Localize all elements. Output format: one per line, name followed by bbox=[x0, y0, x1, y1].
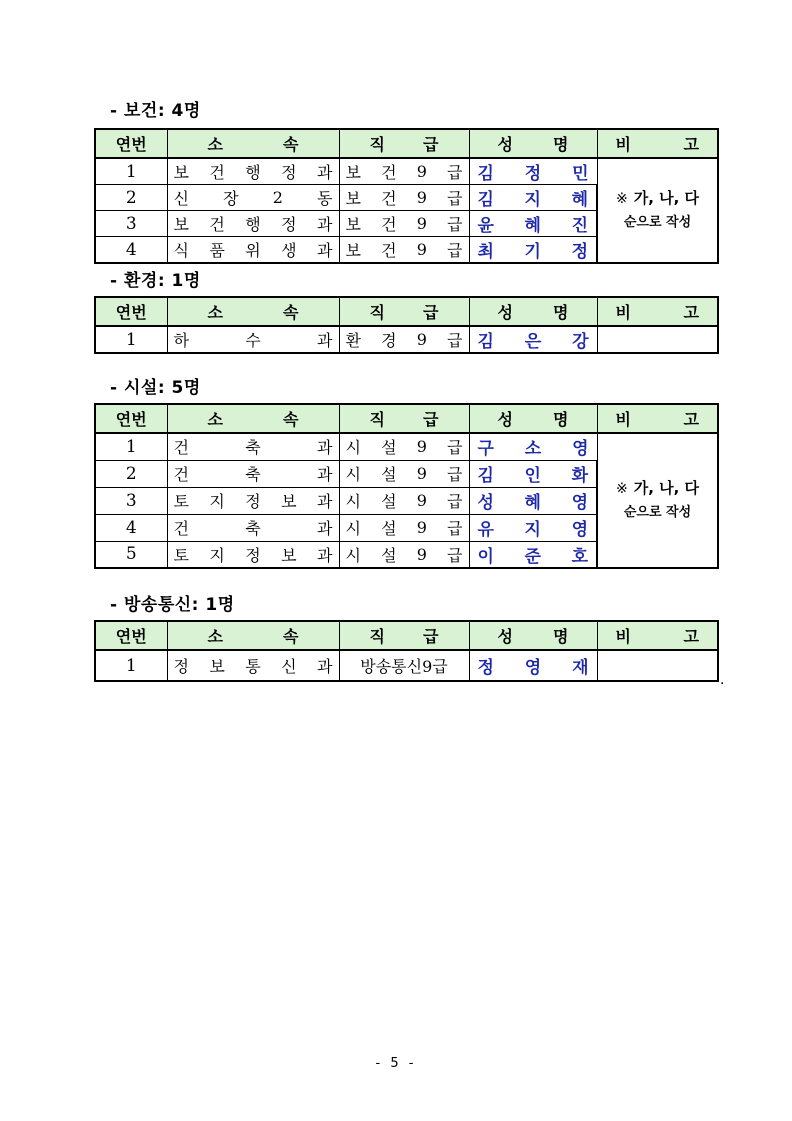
grade-cell: 보 건 9 급 bbox=[339, 158, 469, 185]
grade-cell: 시 설 9 급 bbox=[339, 433, 469, 460]
header-dept: 소 속 bbox=[167, 404, 339, 433]
reference-mark-icon: ※ bbox=[615, 481, 628, 497]
department-cell: 건 축 과 bbox=[167, 460, 339, 487]
table-header-row bbox=[95, 129, 718, 158]
broadcasting-table bbox=[94, 620, 719, 682]
header-grade: 직 급 bbox=[339, 297, 469, 326]
health-table bbox=[94, 128, 719, 264]
header-remark: 비 고 bbox=[597, 297, 718, 326]
row-number: 5 bbox=[95, 541, 167, 568]
section-title-environment: - 환경: 1명 bbox=[110, 271, 201, 291]
name-cell: 김 인 화 bbox=[469, 460, 597, 487]
department-cell: 보 건 행 정 과 bbox=[167, 211, 339, 237]
grade-cell: 보 건 9 급 bbox=[339, 185, 469, 211]
remark-cell bbox=[597, 650, 718, 681]
row-number: 1 bbox=[95, 433, 167, 460]
grade-cell: 시 설 9 급 bbox=[339, 487, 469, 514]
table-header-row bbox=[95, 404, 718, 433]
grade-cell: 시 설 9 급 bbox=[339, 514, 469, 541]
row-number: 4 bbox=[95, 514, 167, 541]
name-cell: 최 기 정 bbox=[469, 237, 597, 264]
header-dept: 소 속 bbox=[167, 297, 339, 326]
grade-cell: 보 건 9 급 bbox=[339, 211, 469, 237]
department-cell: 건 축 과 bbox=[167, 433, 339, 460]
row-number: 2 bbox=[95, 185, 167, 211]
name-cell: 구 소 영 bbox=[469, 433, 597, 460]
remark-cell: ※ 가, 나, 다 순으로 작성 bbox=[597, 158, 718, 263]
name-cell: 성 혜 영 bbox=[469, 487, 597, 514]
name-cell: 김 정 민 bbox=[469, 158, 597, 185]
name-cell: 김 지 혜 bbox=[469, 185, 597, 211]
grade-cell: 시 설 9 급 bbox=[339, 460, 469, 487]
department-cell: 식 품 위 생 과 bbox=[167, 237, 339, 264]
table-header-row bbox=[95, 621, 718, 650]
row-number: 1 bbox=[95, 326, 167, 353]
page-number: - 5 - bbox=[375, 1056, 417, 1071]
header-no: 연번 bbox=[95, 621, 167, 650]
name-cell: 유 지 영 bbox=[469, 514, 597, 541]
grade-cell: 방송통신9급 bbox=[339, 650, 469, 681]
environment-table bbox=[94, 296, 719, 354]
section-title-broadcasting: - 방송통신: 1명 bbox=[110, 595, 235, 615]
header-name: 성 명 bbox=[469, 621, 597, 650]
reference-mark-icon: ※ bbox=[615, 191, 628, 207]
department-cell: 건 축 과 bbox=[167, 514, 339, 541]
row-number: 4 bbox=[95, 237, 167, 264]
header-remark: 비 고 bbox=[597, 621, 718, 650]
header-name: 성 명 bbox=[469, 404, 597, 433]
department-cell: 토 지 정 보 과 bbox=[167, 487, 339, 514]
section-title-facilities: - 시설: 5명 bbox=[110, 378, 201, 398]
department-cell: 토 지 정 보 과 bbox=[167, 541, 339, 568]
table-header-row bbox=[95, 297, 718, 326]
header-grade: 직 급 bbox=[339, 404, 469, 433]
header-grade: 직 급 bbox=[339, 129, 469, 158]
header-grade: 직 급 bbox=[339, 621, 469, 650]
row-number: 3 bbox=[95, 487, 167, 514]
remark-cell bbox=[597, 326, 718, 353]
row-number: 3 bbox=[95, 211, 167, 237]
header-name: 성 명 bbox=[469, 297, 597, 326]
name-cell: 김 은 강 bbox=[469, 326, 597, 353]
table-row bbox=[95, 326, 718, 353]
table-row bbox=[95, 433, 718, 460]
header-remark: 비 고 bbox=[597, 129, 718, 158]
row-number: 1 bbox=[95, 650, 167, 681]
row-number: 1 bbox=[95, 158, 167, 185]
name-cell: 윤 혜 진 bbox=[469, 211, 597, 237]
department-cell: 정 보 통 신 과 bbox=[167, 650, 339, 681]
remark-cell: ※ 가, 나, 다 순으로 작성 bbox=[597, 433, 718, 568]
row-number: 2 bbox=[95, 460, 167, 487]
header-no: 연번 bbox=[95, 297, 167, 326]
facilities-table bbox=[94, 403, 719, 569]
header-remark: 비 고 bbox=[597, 404, 718, 433]
trailing-period: . bbox=[720, 672, 725, 688]
header-dept: 소 속 bbox=[167, 621, 339, 650]
department-cell: 하 수 과 bbox=[167, 326, 339, 353]
grade-cell: 환 경 9 급 bbox=[339, 326, 469, 353]
grade-cell: 보 건 9 급 bbox=[339, 237, 469, 264]
header-no: 연번 bbox=[95, 404, 167, 433]
header-no: 연번 bbox=[95, 129, 167, 158]
department-cell: 보 건 행 정 과 bbox=[167, 158, 339, 185]
header-dept: 소 속 bbox=[167, 129, 339, 158]
department-cell: 신 장 2 동 bbox=[167, 185, 339, 211]
name-cell: 정 영 재 bbox=[469, 650, 597, 681]
grade-cell: 시 설 9 급 bbox=[339, 541, 469, 568]
name-cell: 이 준 호 bbox=[469, 541, 597, 568]
section-title-health: - 보건: 4명 bbox=[110, 101, 201, 121]
header-name: 성 명 bbox=[469, 129, 597, 158]
table-row bbox=[95, 650, 718, 681]
table-row bbox=[95, 158, 718, 185]
